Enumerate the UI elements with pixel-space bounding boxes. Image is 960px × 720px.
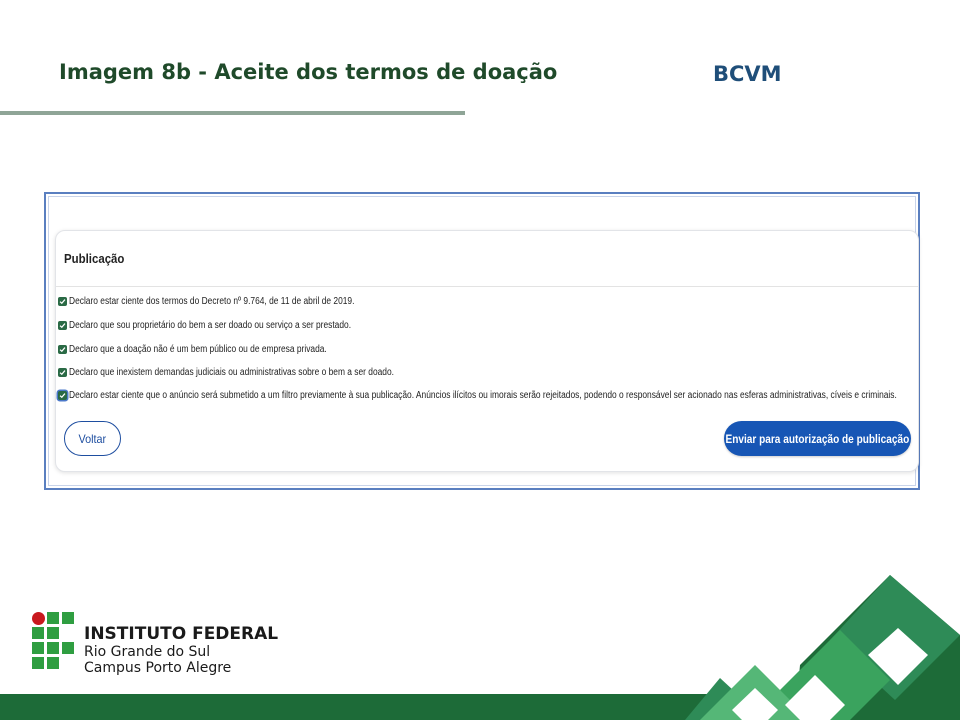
checkbox-label: Declaro estar ciente dos termos do Decreto nº 9.764, de 11 de abril de 2019. <box>69 295 355 307</box>
checkbox-label: Declaro que sou proprietário do bem a ser doado ou serviço a ser prestado. <box>69 319 352 331</box>
checkmark-icon[interactable] <box>58 321 67 330</box>
decorative-diamonds <box>660 570 960 720</box>
checkmark-icon[interactable] <box>58 345 67 354</box>
submit-button-label: Enviar para autorização de publicação <box>725 431 910 446</box>
institution-name: INSTITUTO FEDERAL <box>84 624 279 644</box>
checkmark-icon[interactable] <box>58 297 67 306</box>
institution-campus: Campus Porto Alegre <box>84 660 232 676</box>
slide-brand: BCVM <box>713 62 782 86</box>
back-button-label: Voltar <box>78 431 107 446</box>
terms-checkbox-not-public[interactable] <box>58 342 376 356</box>
terms-checkbox-no-litigation[interactable] <box>58 365 456 379</box>
checkmark-icon[interactable] <box>58 368 67 377</box>
terms-checkbox-decree[interactable] <box>58 294 409 308</box>
submit-for-approval-button[interactable] <box>724 421 911 456</box>
slide-title: Imagem 8b - Aceite dos termos de doação <box>59 60 558 84</box>
checkmark-icon[interactable] <box>58 391 67 400</box>
title-underline <box>0 111 465 115</box>
screenshot-frame <box>44 192 920 490</box>
checkbox-label: Declaro estar ciente que o anúncio será submetido a um filtro previamente à sua publicação. Anúncios ilícitos ou imorais serão rejeitados, podendo o responsável ser acionado nas esferas administrativas, cíveis e criminais. <box>69 389 897 401</box>
publication-card <box>55 230 919 472</box>
checkbox-label: Declaro que a doação não é um bem público ou de empresa privada. <box>69 343 327 355</box>
section-title: Publicação <box>64 251 125 266</box>
institution-state: Rio Grande do Sul <box>84 644 211 660</box>
terms-checkbox-filter[interactable] <box>58 388 960 402</box>
section-divider <box>56 286 918 287</box>
if-grid-logo-icon <box>32 612 76 670</box>
terms-checkbox-owner[interactable] <box>58 318 405 332</box>
back-button[interactable] <box>64 421 121 456</box>
checkbox-label: Declaro que inexistem demandas judiciais ou administrativas sobre o bem a ser doado. <box>69 366 394 378</box>
